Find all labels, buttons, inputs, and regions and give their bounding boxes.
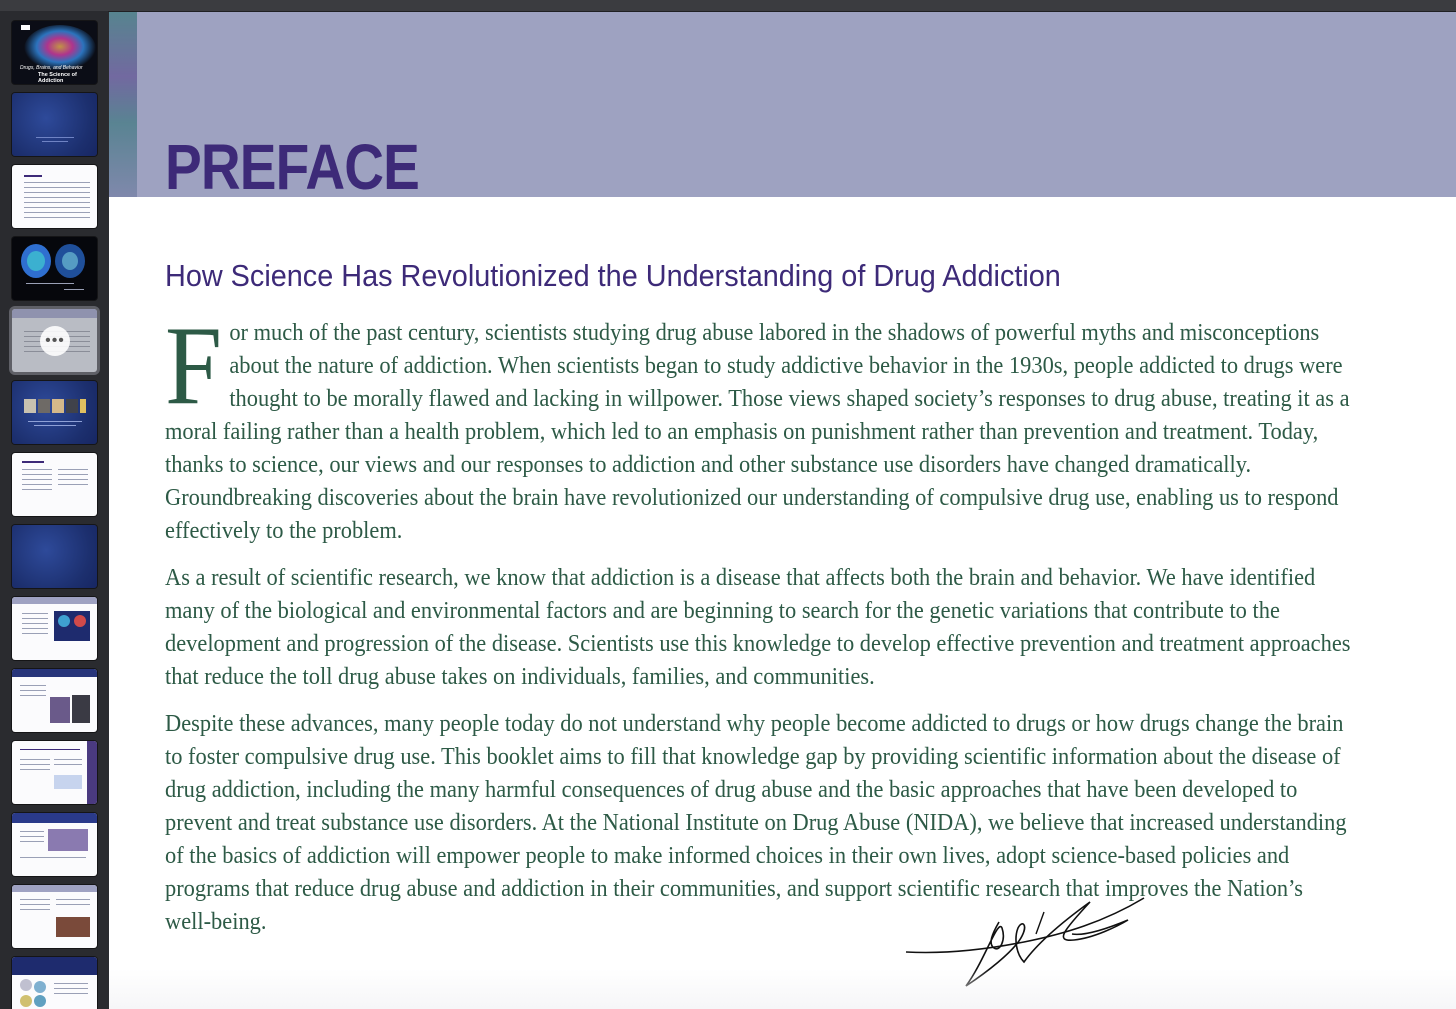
paragraph-3: Despite these advances, many people today do not understand why people become addicted to drugs or how drugs change the brain to foster compulsive drug use. This booklet aims to fill that knowledge gap by providing scientific information about the disease of drug addiction, including the many harmful consequences of drug abuse and the basic approaches that have been developed to prevent and treat substance use disorders. At the National Institute on Drug Abuse (NIDA), we believe that increased understanding of the basics of addiction will empower people to make informed choices in their own lives, adopt science-based policies and programs that reduce drug abuse and addiction in their communities, and support scientific research that improves the Nation’s well-being. — [165, 710, 1347, 935]
document-page — [109, 12, 1456, 1009]
page-thumbnail-sidebar[interactable] — [0, 11, 108, 1009]
page-thumbnail-6[interactable] — [12, 381, 97, 444]
page-thumbnail-8[interactable] — [12, 525, 97, 588]
page-thumbnail-5[interactable] — [12, 309, 97, 372]
thumb-title-line-2: The Science of Addiction — [38, 72, 77, 84]
paragraph-1 — [165, 304, 1355, 547]
page-thumbnail-10[interactable] — [12, 669, 97, 732]
photo-strip-image-icon — [12, 381, 97, 444]
page-bottom-edge — [109, 969, 1456, 1009]
brain-scan-image-icon — [12, 237, 97, 300]
header-edge-artwork — [109, 12, 137, 197]
more-options-button[interactable]: ••• — [40, 326, 70, 356]
page-thumbnail-2[interactable] — [12, 93, 97, 156]
page-title: PREFACE — [165, 131, 419, 203]
paragraph-2: As a result of scientific research, we know that addiction is a disease that affects both the brain and behavior. We have identified many of the biological and environmental factors and are beginning to search for the genetic variations that contribute to the development and progression of the disease. Scientists use this knowledge to develop effective prevention and treatment approaches that reduce the toll drug abuse takes on individuals, families, and communities. — [165, 564, 1351, 690]
page-thumbnail-1[interactable] — [12, 21, 97, 84]
body-text — [165, 304, 1355, 952]
page-thumbnail-7[interactable] — [12, 453, 97, 516]
thumb-title-line-1: Drugs, Brains, and Behavior — [20, 65, 83, 71]
window-toolbar — [0, 0, 1456, 12]
page-subtitle: How Science Has Revolutionized the Understanding of Drug Addiction — [165, 258, 1061, 293]
drop-cap: F — [165, 304, 223, 428]
page-thumbnail-12[interactable] — [12, 813, 97, 876]
page-thumbnail-14[interactable] — [12, 957, 97, 1009]
page-thumbnail-9[interactable] — [12, 597, 97, 660]
page-thumbnail-3[interactable] — [12, 165, 97, 228]
page-thumbnail-13[interactable] — [12, 885, 97, 948]
people-photo-icon — [12, 669, 97, 732]
paragraph-1-text: or much of the past century, scientists studying drug abuse labored in the shadows of powerful myths and misconceptions about the nature of addiction. When scientists began to study addictive behavior in the 1930s, people addicted to drugs were thought to be morally flawed and lacking in willpower. Those views shaped society’s responses to drug abuse, treating it as a moral failing rather than a health problem, which led to an emphasis on punishment rather than prevention and treatment. Today, thanks to science, our views and our responses to addiction and other substance use disorders have changed dramatically. Groundbreaking discoveries about the brain have revolutionized our understanding of compulsive drug use, enabling us to respond effectively to the problem. — [165, 319, 1350, 544]
brain-scans-grid-icon — [12, 957, 97, 1009]
page-thumbnail-4[interactable] — [12, 237, 97, 300]
brain-scan-figure-icon — [12, 597, 97, 660]
page-thumbnail-11[interactable] — [12, 741, 97, 804]
